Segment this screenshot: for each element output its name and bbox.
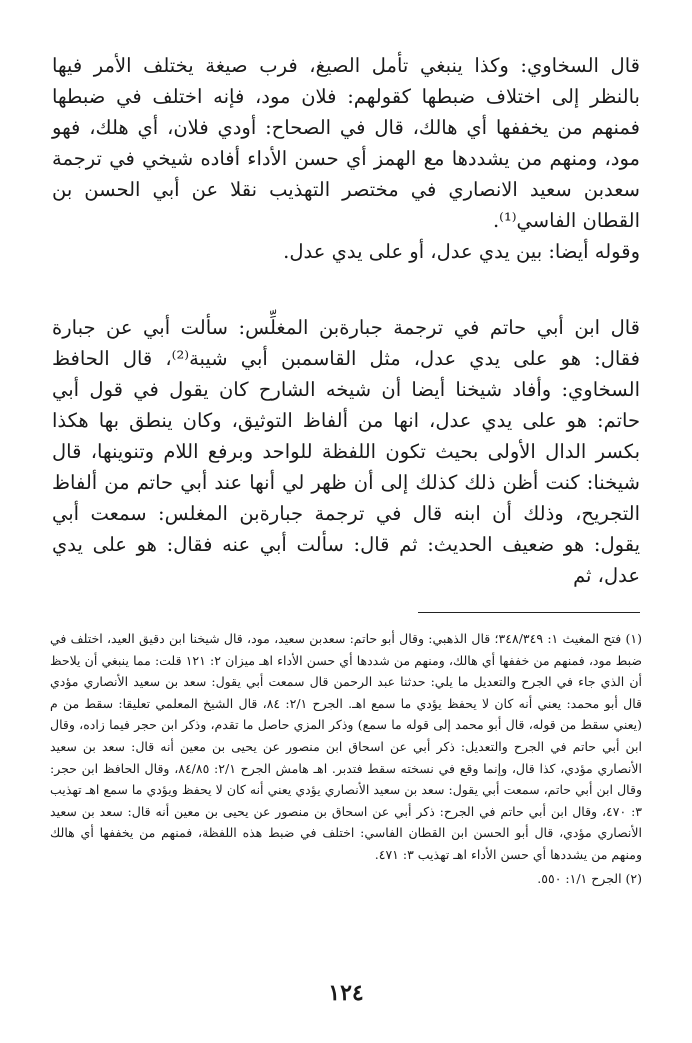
paragraph-ibn-abi-hatim: قال ابن أبي حاتم في ترجمة جبارةبن المغلِّس: سألت أبي عن جبارة فقال: هو على يدي عدل، مثل القاسمبن أبي شيبة⁽²⁾، قال الحافظ السخاوي: وأفاد شيخنا أيضا أن شيخه الشارح كان يقول في قول أبي حاتم: هو على يدي عدل، انها من ألفاظ التوثيق، وكان ينطق بها هكذا بكسر الدال الأولى بحيث تكون اللفظة للواحد وبرفع اللام وتنوينها، قال شيخنا: كنت أظن ذلك كذلك إلى أن ظهر لي أنها عند أبي حاتم من ألفاظ التجريح، وذلك أن ابنه قال في ترجمة جبارةبن المغلس: سمعت أبي يقول: هو ضعيف الحديث: ثم قال: سألت أبي عنه فقال: هو على يدي عدل، ثم [52,316,641,587]
footnote-separator [418,612,640,613]
page-number: ١٢٤ [328,980,364,1006]
paragraph-bayna-yaday-adl: وقوله أيضا: بين يدي عدل، أو على يدي عدل. [283,240,640,263]
footnote-1: (١) فتح المغيث ١: ٣٤٨/٣٤٩؛ قال الذهبي: وقال أبو حاتم: سعدبن سعيد، مود، قال شيخنا ابن دقيق العيد، اختلف في ضبط مود، فمنهم من خففها أي هالك، ومنهم من شددها أي حسن الأداء اهـ ميزان ٢: ١٢١ قلت: مما ينبغي أن يلاحظ أن الذي جاء في الجرح والتعديل ما يلي: حدثنا عبد الرحمن قال سمعت أبي يقول: سعد بن سعيد الأنصاري مؤدي قال أبو محمد: يعني أنه كان لا يحفظ يؤدي ما سمع اهـ. الجرح ٢/١: ٨٤، قال الشيخ المعلمي تعليقا: سقط من م (يعني سقط من قوله، قال أبو محمد إلى قوله ما سمع) وذكر المزي حاصل ما تقدم، وذكر ابن حجر فيما زاده، وقال ابن أبي حاتم في الجرح والتعديل: ذكر أبي عن اسحاق ابن منصور عن يحيى بن معين أنه قال: سعد بن سعيد الأنصاري مؤدي، كذا قال، وإنما وقع في نسخته سقط فتدبر. اهـ هامش الجرح ٢/١: ٨٤/٨٥، وقال الحافظ ابن حجر: وقال ابن أبي حاتم، سمعت أبي يقول: سعد بن سعيد الأنصاري يؤدي يعني أنه كان لا يحفظ ويؤدي ما سمع اهـ تهذيب ٣: ٤٧٠، وقال ابن أبي حاتم في الجرح: ذكر أبي عن اسحاق بن منصور عن يحيى بن معين أنه قال: سعد بن سعيد الأنصاري مؤدي، قال أبو الحسن ابن القطان الفاسي: اختلف في ضبط هذه اللفظة، فمنهم من يخففها أي هالك ومنهم من يشددها أي حسن الأداء اهـ تهذيب ٣: ٤٧١. [50,631,643,862]
main-text [52,50,640,591]
footnote-2: (٢) الجرح ١/١: ٥٥٠. [537,870,642,886]
footnotes [50,628,642,889]
paragraph-sakhawi-muud: قال السخاوي: وكذا ينبغي تأمل الصيغ، فرب صيغة يختلف الأمر فيها بالنظر إلى اختلاف ضبطها كقولهم: فلان مود، فإنه اختلف في ضبطها فمنهم من يخففها أي هالك، قال في الصحاح: أودي فلان، أي هلك، فهو مود، ومنهم من يشددها مع الهمز أي حسن الأداء أفاده شيخي في ترجمة سعدبن سعيد الانصاري في مختصر التهذيب نقلا عن أبي الحسن بن القطان الفاسي⁽¹⁾. [52,54,640,232]
